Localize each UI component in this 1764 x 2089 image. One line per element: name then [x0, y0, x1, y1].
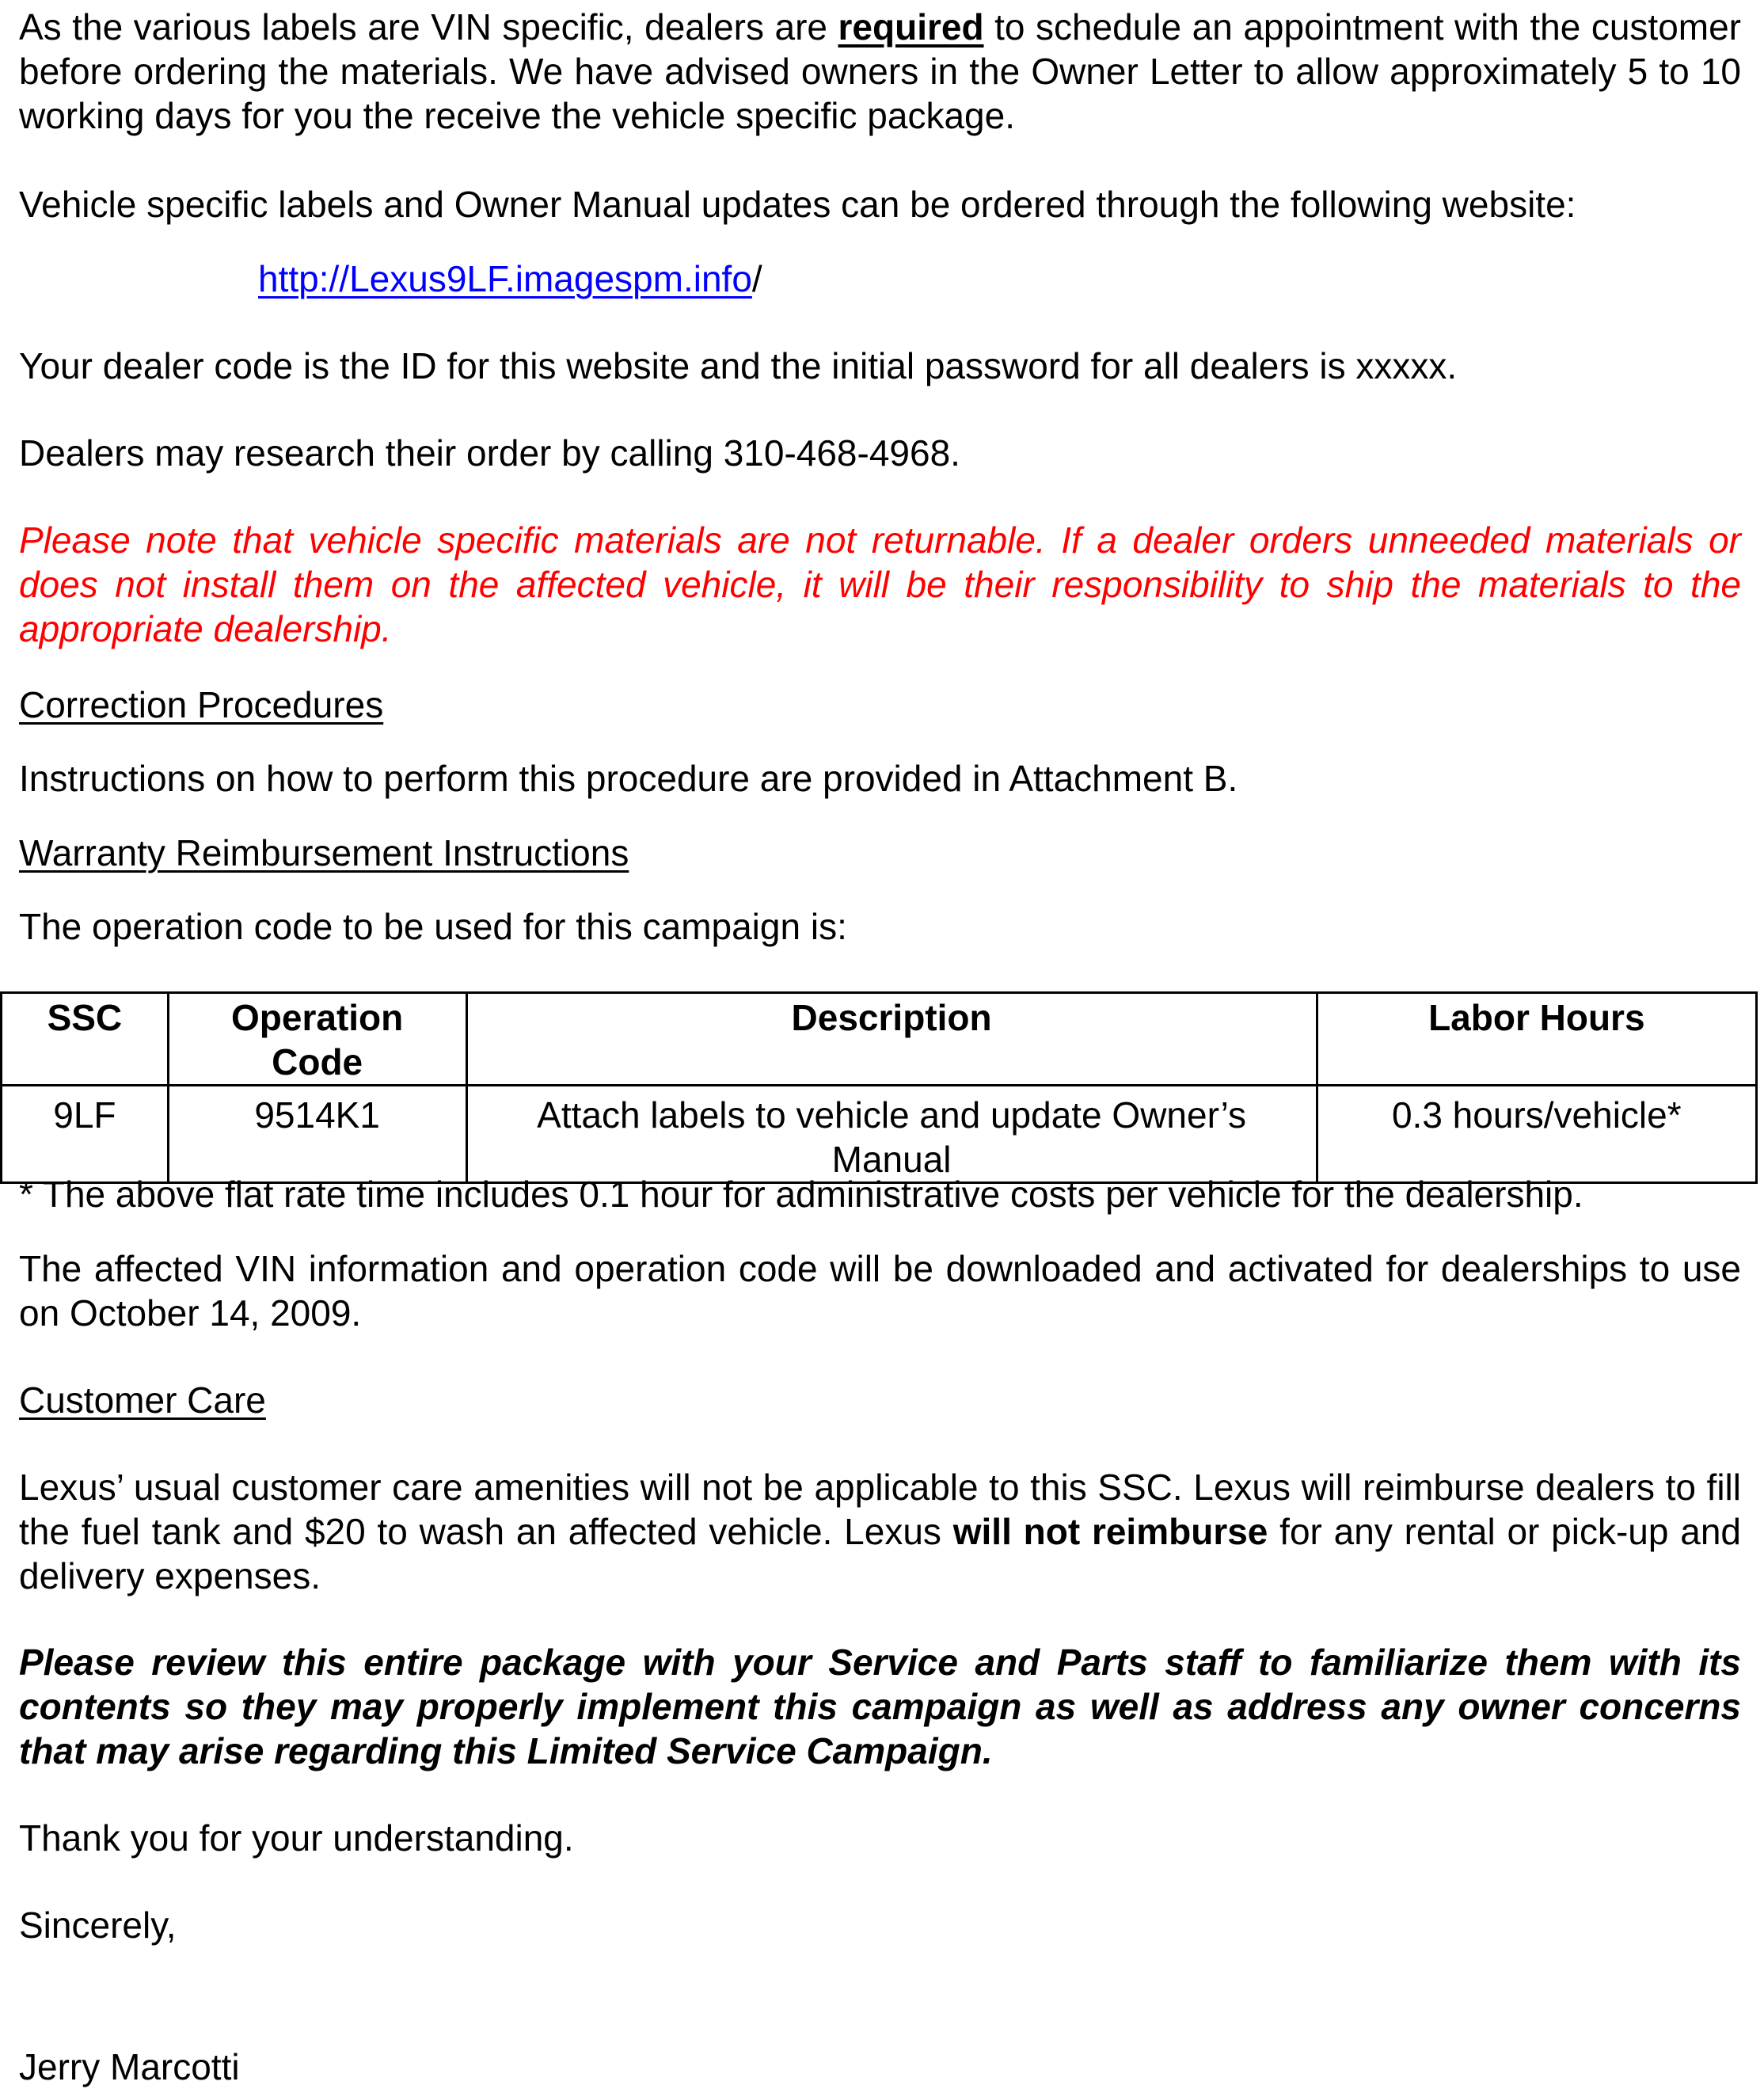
- header-ssc: SSC: [2, 993, 169, 1086]
- header-labor-hours: Labor Hours: [1317, 993, 1756, 1086]
- review-package-paragraph: Please review this entire package with your Service and Parts staff to familiarize them with its contents so they may properly implement this campaign as well as address any owner concerns that may arise regarding this Limited Service Campaign.: [19, 1642, 1741, 1771]
- signatory-name: Jerry Marcotti: [19, 2046, 240, 2087]
- password-line: Your dealer code is the ID for this website and the initial password for all dealers is xxxxx.: [19, 345, 1458, 386]
- website-link[interactable]: http://Lexus9LF.imagespm.info: [258, 258, 752, 299]
- intro-paragraph: [19, 5, 1741, 138]
- cell-operation-code: 9514K1: [168, 1086, 466, 1183]
- order-line: Vehicle specific labels and Owner Manual updates can be ordered through the following website:: [19, 184, 1576, 225]
- intro-text-end: to schedule an appointment with the customer before ordering the materials. We have advised owners in the Owner Letter to allow approximately 5 to 10 working days for you the receive the vehicle specific package.: [19, 6, 1741, 136]
- closing-line: Sincerely,: [19, 1904, 177, 1946]
- table-header-row: [2, 993, 1757, 1086]
- operation-code-table: [0, 991, 1758, 1184]
- website-line: [258, 257, 1446, 301]
- customer-care-heading: [19, 1378, 1741, 1422]
- non-returnable-note: Please note that vehicle specific materials are not returnable. If a dealer orders unneeded materials or does not install them on the affected vehicle, it will be their responsibility to ship the materials to the appropriate dealership.: [19, 519, 1741, 649]
- header-operation-code: Operation Code: [168, 993, 466, 1086]
- customer-care-text-end: for any rental or pick-up and delivery expenses.: [19, 1511, 1741, 1596]
- cell-ssc: 9LF: [2, 1086, 169, 1183]
- vin-activation-paragraph: The affected VIN information and operation code will be downloaded and activated for dealerships to use on October 14, 2009.: [19, 1248, 1741, 1334]
- cell-labor-hours: 0.3 hours/vehicle*: [1317, 1086, 1756, 1183]
- intro-text-start: As the various labels are VIN specific, dealers are: [19, 6, 838, 48]
- will-not-reimburse-emphasis: will not reimburse: [952, 1511, 1268, 1552]
- required-emphasis: required: [838, 6, 984, 48]
- customer-care-heading-text: Customer Care: [19, 1379, 266, 1421]
- cell-description: Attach labels to vehicle and update Owner’s Manual: [466, 1086, 1317, 1183]
- table-footnote: * The above flat rate time includes 0.1 hour for administrative costs per vehicle for the dealership.: [19, 1174, 1583, 1215]
- research-line: Dealers may research their order by calling 310-468-4968.: [19, 432, 960, 474]
- correction-text: Instructions on how to perform this procedure are provided in Attachment B.: [19, 758, 1238, 799]
- warranty-heading-text: Warranty Reimbursement Instructions: [19, 832, 629, 873]
- thanks-line: Thank you for your understanding.: [19, 1817, 574, 1859]
- correction-heading: [19, 683, 1741, 727]
- website-trailing-slash: /: [751, 258, 762, 299]
- table-row: [2, 1086, 1757, 1183]
- warranty-text: The operation code to be used for this campaign is:: [19, 906, 847, 947]
- warranty-heading: [19, 831, 1741, 875]
- customer-care-text-start: Lexus’ usual customer care amenities will not be applicable to this SSC. Lexus will reimburse dealers to fill the fuel tank and $20 to wash an affected vehicle. Lexus: [19, 1467, 1741, 1552]
- correction-heading-text: Correction Procedures: [19, 684, 384, 725]
- header-description: Description: [466, 993, 1317, 1086]
- customer-care-paragraph: [19, 1465, 1741, 1598]
